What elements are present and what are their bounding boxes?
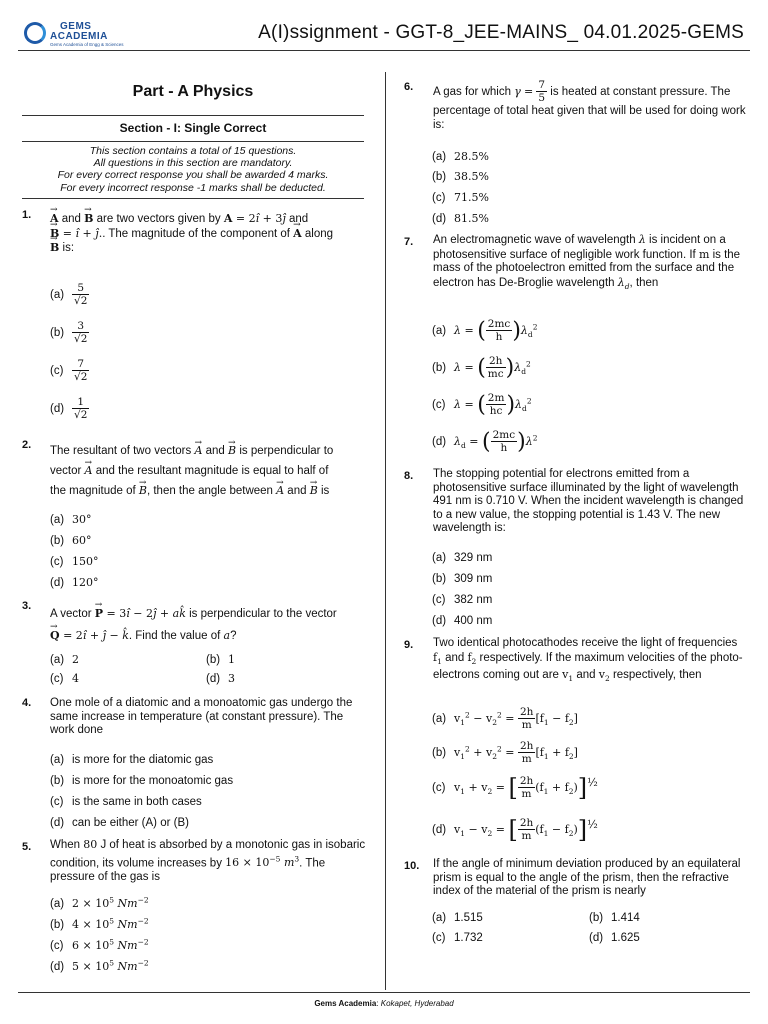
question-number: 7.: [404, 236, 414, 248]
option-d[interactable]: (d) can be either (A) or (B): [50, 817, 189, 829]
option-b[interactable]: (b) 1.414: [589, 912, 640, 924]
option-b[interactable]: (b) $4 \times 10^5$ $Nm^{-2}$: [50, 916, 149, 931]
question-number: 3.: [22, 600, 32, 612]
logo-text-line1: GEMS: [60, 21, 92, 32]
option-d[interactable]: (d) 1.625: [589, 932, 640, 944]
option-a[interactable]: (a) $2 \times 10^5$ $Nm^{-2}$: [50, 895, 149, 910]
option-b[interactable]: (b) 1: [206, 653, 235, 666]
question-number: 6.: [404, 81, 414, 93]
footer-divider: [18, 992, 750, 993]
option-c[interactable]: (c) 150°: [50, 555, 99, 568]
question-text: Two identical photocathodes receive the light of frequencies $f_1$ and $f_2$ respectively. If the maximum velocities of the photo-electrons coming out are $v_1$ and $v_2$ respectively, then: [433, 637, 743, 684]
option-b[interactable]: (b) $v_1^2 + v_2^2$ = $\frac{2h}{m}$ $[f_1 + f_2]$: [432, 740, 578, 765]
option-c[interactable]: (c) 71.5%: [432, 191, 489, 204]
option-d[interactable]: (d) 3: [206, 672, 235, 685]
option-b[interactable]: (b) 38.5%: [432, 170, 489, 183]
section-rule: [22, 198, 364, 199]
question-number: 10.: [404, 860, 420, 872]
option-c[interactable]: (c) $v_1 + v_2$ = [ $\frac{2h}{m}$ $(f_1 + f_2)]^{\frac{1}{2}}$: [432, 774, 598, 802]
logo-text-line2: ACADEMIA: [50, 31, 108, 42]
option-c[interactable]: (c) 1.732: [432, 932, 483, 944]
option-c[interactable]: (c) is the same in both cases: [50, 796, 202, 808]
question-number: 8.: [404, 470, 414, 482]
question-text: An electromagnetic wave of wavelength λ is incident on a photosensitive surface of negligible work function. If m is the mass of the photoelectron emitted from the surface and the electron has De-Broglie wavelength $\lambda_d$, then: [433, 233, 741, 291]
option-a[interactable]: (a) $v_1^2 - v_2^2$ = $\frac{2h}{m}$ $[f_1 - f_2]$: [432, 706, 578, 731]
question-text: If the angle of minimum deviation produced by an equilateral prism is equal to the angle of the prism, then the refractive index of the material of the prism is nearly: [433, 858, 741, 897]
option-c[interactable]: (c) 382 nm: [432, 594, 493, 606]
page-header: [0, 0, 768, 50]
page-footer: Gems Academia: Kokapet, Hyderabad: [314, 999, 454, 1008]
option-a[interactable]: (a) λ = ( $\frac{2mc}{h}$ )$\lambda_d^2$: [432, 318, 538, 344]
section-rule: [22, 115, 364, 116]
question-number: 5.: [22, 841, 32, 853]
section-rule: [22, 141, 364, 142]
document-title: A(I)ssignment - GGT-8_JEE-MAINS_ 04.01.2025-GEMS: [258, 22, 744, 43]
question-number: 9.: [404, 639, 414, 651]
question-text: The stopping potential for electrons emitted from a photosensitive surface illuminated by the light of wavelength 491 nm is 0.710 V. When the incident wavelength is changed to a new value, the stopping potential is 1.43 V. The new wavelength is:: [433, 468, 744, 534]
option-a[interactable]: (a) 1.515: [432, 912, 483, 924]
option-c[interactable]: (c) 4: [50, 672, 79, 685]
footer-location: Kokapet, Hyderabad: [380, 999, 454, 1008]
option-c[interactable]: (c) $\frac{7}{√2}$: [50, 358, 88, 383]
column-divider: [385, 72, 386, 990]
option-c[interactable]: (c) $6 \times 10^5$ $Nm^{-2}$: [50, 937, 149, 952]
question-text: A gas for which γ = $\frac{7}{5}$ is heated at constant pressure. The percentage of total heat given that will be used for doing work is:: [433, 79, 746, 131]
section-title: Section - I: Single Correct: [119, 121, 267, 135]
option-b[interactable]: (b) 60°: [50, 534, 92, 547]
option-d[interactable]: (d) 81.5%: [432, 212, 489, 225]
option-d[interactable]: (d) 120°: [50, 576, 99, 589]
option-a[interactable]: (a) 28.5%: [432, 150, 489, 163]
instruction-line: For every incorrect response -1 marks shall be deducted.: [60, 181, 326, 194]
part-title: Part - A Physics: [132, 83, 254, 100]
option-d[interactable]: (d) 400 nm: [432, 615, 493, 627]
header-divider: [18, 50, 750, 51]
option-a[interactable]: (a) 329 nm: [432, 552, 493, 564]
option-a[interactable]: (a) 2: [50, 653, 79, 666]
question-number: 2.: [22, 439, 32, 451]
logo-tagline: Gems Academia of Engg & Sciences: [50, 42, 124, 47]
question-text: A vector → P = 3î − 2ĵ + ak̂ is perpendicular to the vector → Q = 2î + ĵ − k̂. Find the value of a?: [50, 603, 370, 647]
logo-emblem-icon: [24, 22, 46, 44]
option-c[interactable]: (c) λ = ( $\frac{2m}{hc}$ )$\lambda_d^2$: [432, 392, 532, 418]
option-d[interactable]: (d) $\frac{1}{√2}$: [50, 396, 88, 421]
option-d[interactable]: (d) $5 \times 10^5$ $Nm^{-2}$: [50, 958, 149, 973]
option-d[interactable]: (d) $v_1 - v_2$ = [ $\frac{2h}{m}$ $(f_1 - f_2)]^{\frac{1}{2}}$: [432, 816, 598, 844]
question-text: One mole of a diatomic and a monoatomic gas undergo the same increase in temperature (at constant pressure). The work done: [50, 697, 353, 736]
question-text: → A and → B are two vectors given by A = 2î + 3ĵ and → B = î + ĵ.. The magnitude of the component of → A along → B is:: [50, 212, 370, 256]
option-b[interactable]: (b) λ = ( $\frac{2h}{mc}$ )$\lambda_d^2$: [432, 355, 531, 381]
option-a[interactable]: (a) 30°: [50, 513, 92, 526]
option-b[interactable]: (b) 309 nm: [432, 573, 493, 585]
question-number: 4.: [22, 697, 32, 709]
instruction-line: All questions in this section are mandatory.: [93, 157, 293, 170]
footer-org: Gems Academia: [314, 999, 377, 1008]
question-text: When 80 J of heat is absorbed by a monotonic gas in isobaric condition, its volume increases by $16 \times 10^{-5}$ $m^3$. The pressure of the gas is: [50, 838, 366, 883]
gems-logo: [24, 20, 124, 48]
instruction-line: This section contains a total of 15 questions.: [89, 145, 297, 157]
option-d[interactable]: (d) $\lambda_d$ = ( $\frac{2mc}{h}$ )$\lambda^2$: [432, 429, 538, 455]
option-b[interactable]: (b) $\frac{3}{√2}$: [50, 320, 88, 345]
option-a[interactable]: (a) $\frac{5}{√2}$: [50, 282, 88, 307]
option-b[interactable]: (b) is more for the monoatomic gas: [50, 775, 234, 787]
option-a[interactable]: (a) is more for the diatomic gas: [50, 754, 214, 766]
question-text: The resultant of two vectors → A and → B is perpendicular to vector → A and the resultant magnitude is equal to half of the magnitude of → B, then the angle between → A and → B is: [50, 441, 370, 501]
instruction-line: For every correct response you shall be awarded 4 marks.: [57, 169, 329, 182]
question-number: 1.: [22, 209, 32, 221]
section-instructions: [22, 145, 364, 194]
